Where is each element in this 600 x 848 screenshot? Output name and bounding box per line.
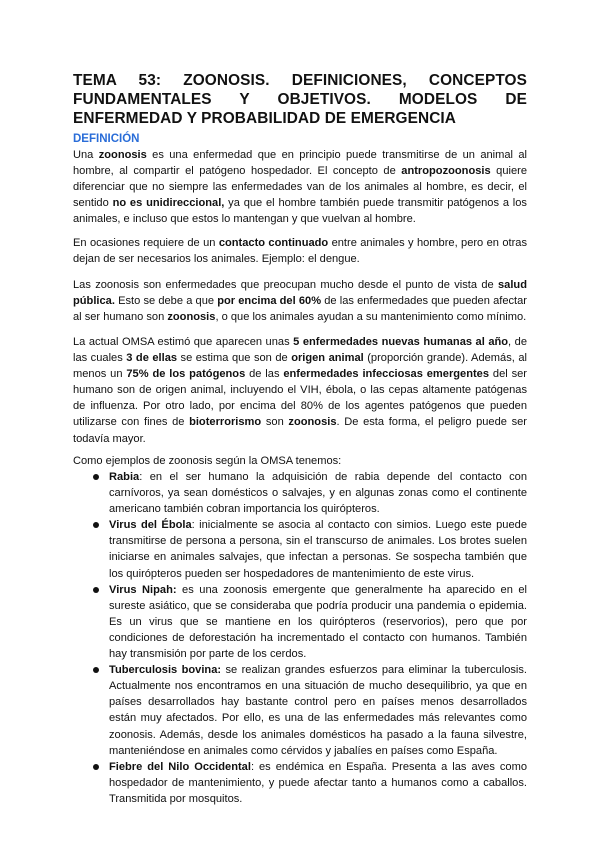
paragraph-examples-intro: Como ejemplos de zoonosis según la OMSA tenemos:	[73, 455, 342, 467]
bullet-icon	[93, 474, 99, 480]
paragraph-contact: En ocasiones requiere de un contacto continuado entre animales y hombre, pero en otras dejan de ser necesarios los animales. Ejemplo: el dengue.	[73, 237, 527, 266]
list-item: Virus del Ébola: inicialmente se asocia al contacto con simios. Luego este puede transmitirse de persona a persona, sin el transcurso de animales. Los brotes suelen iniciarse en animales salvajes, que infectan a personas. Se sospecha también que los quirópteros pueden ser hospedadores de mantenimiento de este virus.	[73, 517, 527, 581]
bullet-icon	[93, 764, 99, 770]
document-page	[73, 0, 527, 848]
bullet-icon	[93, 522, 99, 528]
bullet-icon	[93, 667, 99, 673]
paragraph-omsa-estimates: La actual OMSA estimó que aparecen unas 5 enfermedades nuevas humanas al año, de las cuales 3 de ellas se estima que son de origen animal (proporción grande). Además, al menos un 75% de los patógenos de las enfermedades infecciosas emergentes del ser humano son de origen animal, incluyendo el VIH, ébola, o las cepas altamente patógenas de influenza. Por otro lado, por encima del 80% de los agentes patógenos que pueden utilizarse con fines de bioterrorismo son zoonosis. De esta forma, el peligro puede ser todavía mayor.	[73, 336, 527, 445]
document-title: TEMA 53: ZOONOSIS. DEFINICIONES, CONCEPTOS FUNDAMENTALES Y OBJETIVOS. MODELOS DE ENFERMEDAD Y PROBABILIDAD DE EMERGENCIA	[73, 72, 527, 127]
paragraph-public-health: Las zoonosis son enfermedades que preocupan mucho desde el punto de vista de salud pública. Esto se debe a que por encima del 60% de las enfermedades que pueden afectar al ser humano son zoonosis, o que los animales ayudan a su mantenimiento como mínimo.	[73, 279, 527, 324]
paragraph-definition: Una zoonosis es una enfermedad que en principio puede transmitirse de un animal al hombre, al compartir el patógeno hospedador. El concepto de antropozoonosis quiere diferenciar que no siempre las enfermedades van de los animales al hombre, es decir, el sentido no es unidireccional, ya que el hombre también puede transmitir patógenos a los animales, e incluso que estos lo mantengan y que vuelvan al hombre.	[73, 149, 527, 226]
section-heading-definicion: DEFINICIÓN	[73, 133, 140, 145]
list-item: Tuberculosis bovina: se realizan grandes esfuerzos para eliminar la tuberculosis. Actualmente nos encontramos en una situación de mucho desequilibrio, ya que en países desarrollados hay bastante control pero en países menos desarrollados están muy afectados. Por ello, es una de las enfermedades más relevantes como zoonosis. Además, desde los animales domésticos ha pasado a la fauna silvestre, manteniéndose en animales como cérvidos y jabalíes en países como España.	[73, 662, 527, 759]
list-item: Fiebre del Nilo Occidental: es endémica en España. Presenta a las aves como hospedador de mantenimiento, y puede afectar tanto a humanos como a caballos. Transmitida por mosquitos.	[73, 759, 527, 807]
bullet-icon	[93, 587, 99, 593]
list-item: Virus Nipah: es una zoonosis emergente que generalmente ha aparecido en el sureste asiático, que se consideraba que podría producir una pandemia o epidemia. Es un virus que se mantiene en los quirópteros (reservorios), pero que por condiciones de deforestación ha incrementado el contacto con humanos. También hay transmisión por parte de los cerdos.	[73, 582, 527, 662]
list-item: Rabia: en el ser humano la adquisición de rabia depende del contacto con carnívoros, ya sean domésticos o salvajes, y en algunas zonas como el continente americano también cobran importancia los quirópteros.	[73, 469, 527, 517]
examples-list	[73, 469, 527, 807]
